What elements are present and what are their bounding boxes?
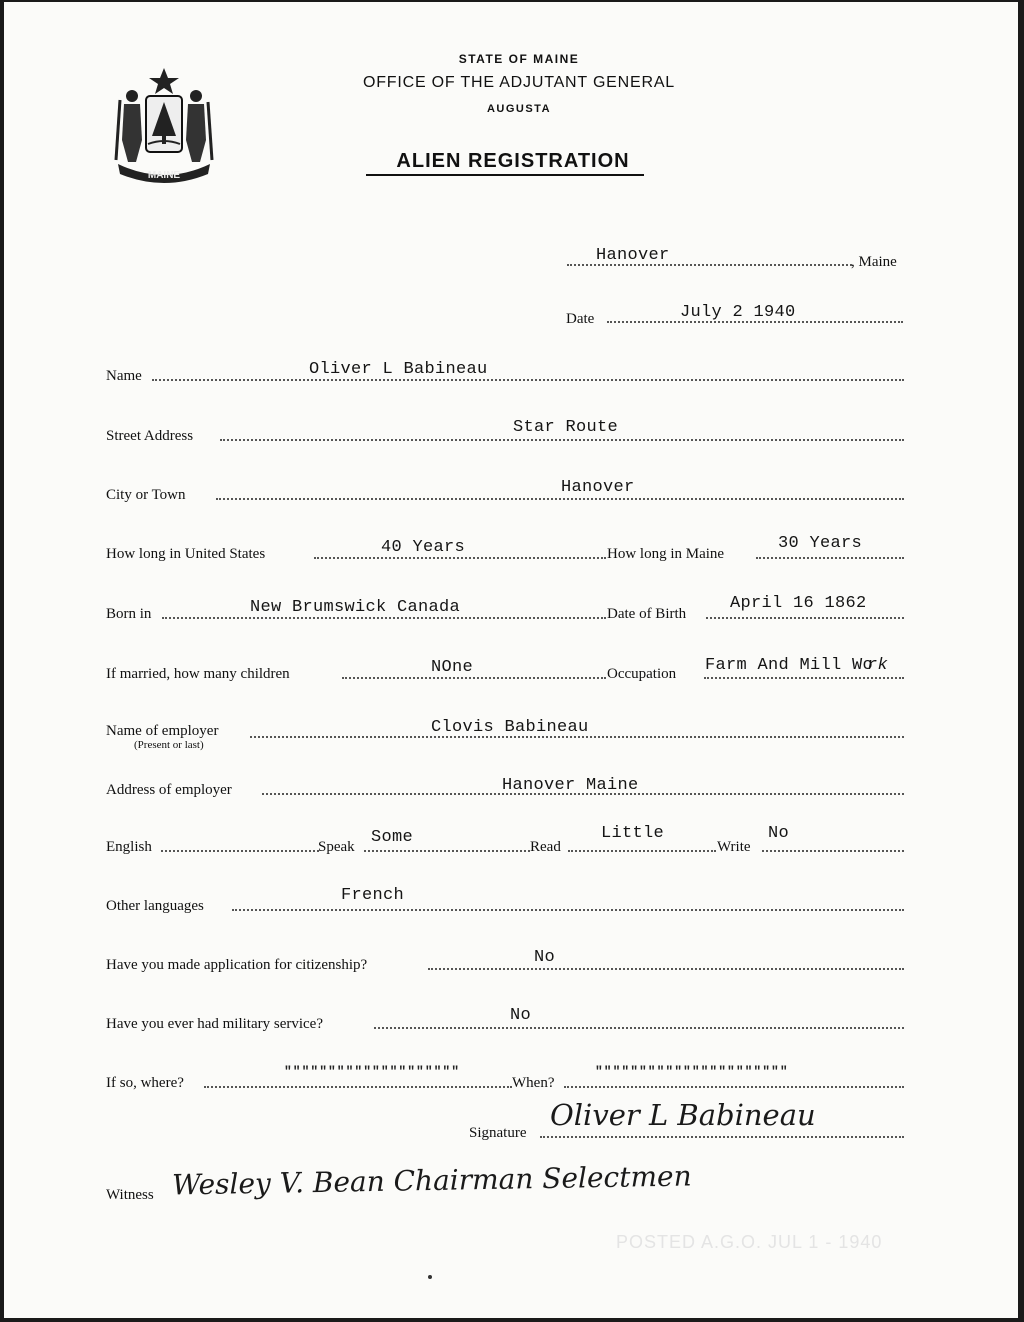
speak-label: Speak	[318, 839, 355, 855]
born-value: New Brumswick Canada	[250, 598, 461, 617]
maine-time-value: 30 Years	[778, 534, 863, 553]
applicant-signature: Oliver L Babineau	[550, 1098, 816, 1132]
town-value: Hanover	[596, 246, 670, 265]
military-line	[374, 1027, 904, 1029]
occupation-text: Farm And Mill Wo	[705, 656, 874, 675]
street-value: Star Route	[513, 418, 619, 437]
where-line	[204, 1086, 512, 1088]
alien-registration-form	[4, 2, 1018, 1318]
date-label: Date	[566, 311, 595, 327]
children-label: If married, how many children	[106, 666, 290, 682]
signature-label: Signature	[469, 1125, 527, 1141]
seal-banner-text: MAINE	[147, 170, 181, 181]
speak-line	[364, 850, 530, 852]
maine-label: , Maine	[851, 254, 897, 270]
us-time-line	[314, 557, 606, 559]
occupation-value	[705, 656, 894, 675]
title-underline	[366, 174, 644, 176]
name-line	[152, 379, 904, 381]
ink-dot	[428, 1275, 432, 1279]
military-label: Have you ever had military service?	[106, 1016, 323, 1032]
us-time-value: 40 Years	[381, 538, 466, 557]
date-value: July 2 1940	[680, 303, 796, 322]
street-label: Street Address	[106, 428, 194, 444]
header-city: AUGUSTA	[486, 103, 552, 115]
name-value: Oliver L Babineau	[309, 360, 488, 379]
when-line	[564, 1086, 904, 1088]
write-label: Write	[717, 839, 751, 855]
citizenship-label: Have you made application for citizenship?	[106, 957, 368, 973]
employer-address-value: Hanover Maine	[502, 776, 639, 795]
read-value: Little	[601, 824, 665, 843]
employer-note: (Present or last)	[134, 739, 204, 751]
english-label: English	[106, 839, 152, 855]
city-value: Hanover	[561, 478, 635, 497]
dob-label: Date of Birth	[607, 606, 687, 622]
occupation-label: Occupation	[607, 666, 677, 682]
citizenship-value: No	[534, 948, 556, 967]
where-label: If so, where?	[106, 1075, 184, 1091]
city-label: City or Town	[106, 487, 186, 503]
header-state: STATE OF MAINE	[458, 52, 580, 66]
born-label: Born in	[106, 606, 152, 622]
employer-value: Clovis Babineau	[431, 718, 589, 737]
read-line	[568, 850, 716, 852]
employer-address-label: Address of employer	[106, 782, 232, 798]
speak-value: Some	[371, 828, 414, 847]
children-line	[342, 677, 606, 679]
where-value: """"""""""""""""""""	[284, 1064, 461, 1079]
received-stamp: POSTED A.G.O. JUL 1 - 1940	[616, 1232, 883, 1252]
children-value: NOne	[431, 658, 474, 677]
witness-label: Witness	[106, 1187, 154, 1203]
military-value: No	[510, 1006, 532, 1025]
maine-time-line	[756, 557, 904, 559]
citizenship-line	[428, 968, 904, 970]
when-label: When?	[512, 1075, 555, 1091]
street-line	[220, 439, 904, 441]
city-line	[216, 498, 904, 500]
born-line	[162, 617, 606, 619]
employer-label: Name of employer	[106, 723, 219, 739]
other-lang-value: French	[341, 886, 405, 905]
write-value: No	[768, 824, 790, 843]
other-lang-line	[232, 909, 904, 911]
occupation-overstrike: rk	[867, 656, 889, 675]
occupation-line	[704, 677, 904, 679]
us-time-label: How long in United States	[106, 546, 266, 562]
maine-time-label: How long in Maine	[607, 546, 725, 562]
write-line	[762, 850, 904, 852]
other-lang-label: Other languages	[106, 898, 204, 914]
dob-value: April 16 1862	[730, 594, 867, 613]
when-value: """"""""""""""""""""""	[595, 1064, 789, 1079]
witness-signature: Wesley V. Bean Chairman Selectmen	[171, 1159, 692, 1202]
name-label: Name	[106, 368, 142, 384]
signature-line	[540, 1136, 904, 1138]
dob-line	[706, 617, 904, 619]
form-title: ALIEN REGISTRATION	[396, 150, 630, 172]
header-office: OFFICE OF THE ADJUTANT GENERAL	[362, 74, 676, 91]
read-label: Read	[530, 839, 561, 855]
english-line	[161, 850, 319, 852]
